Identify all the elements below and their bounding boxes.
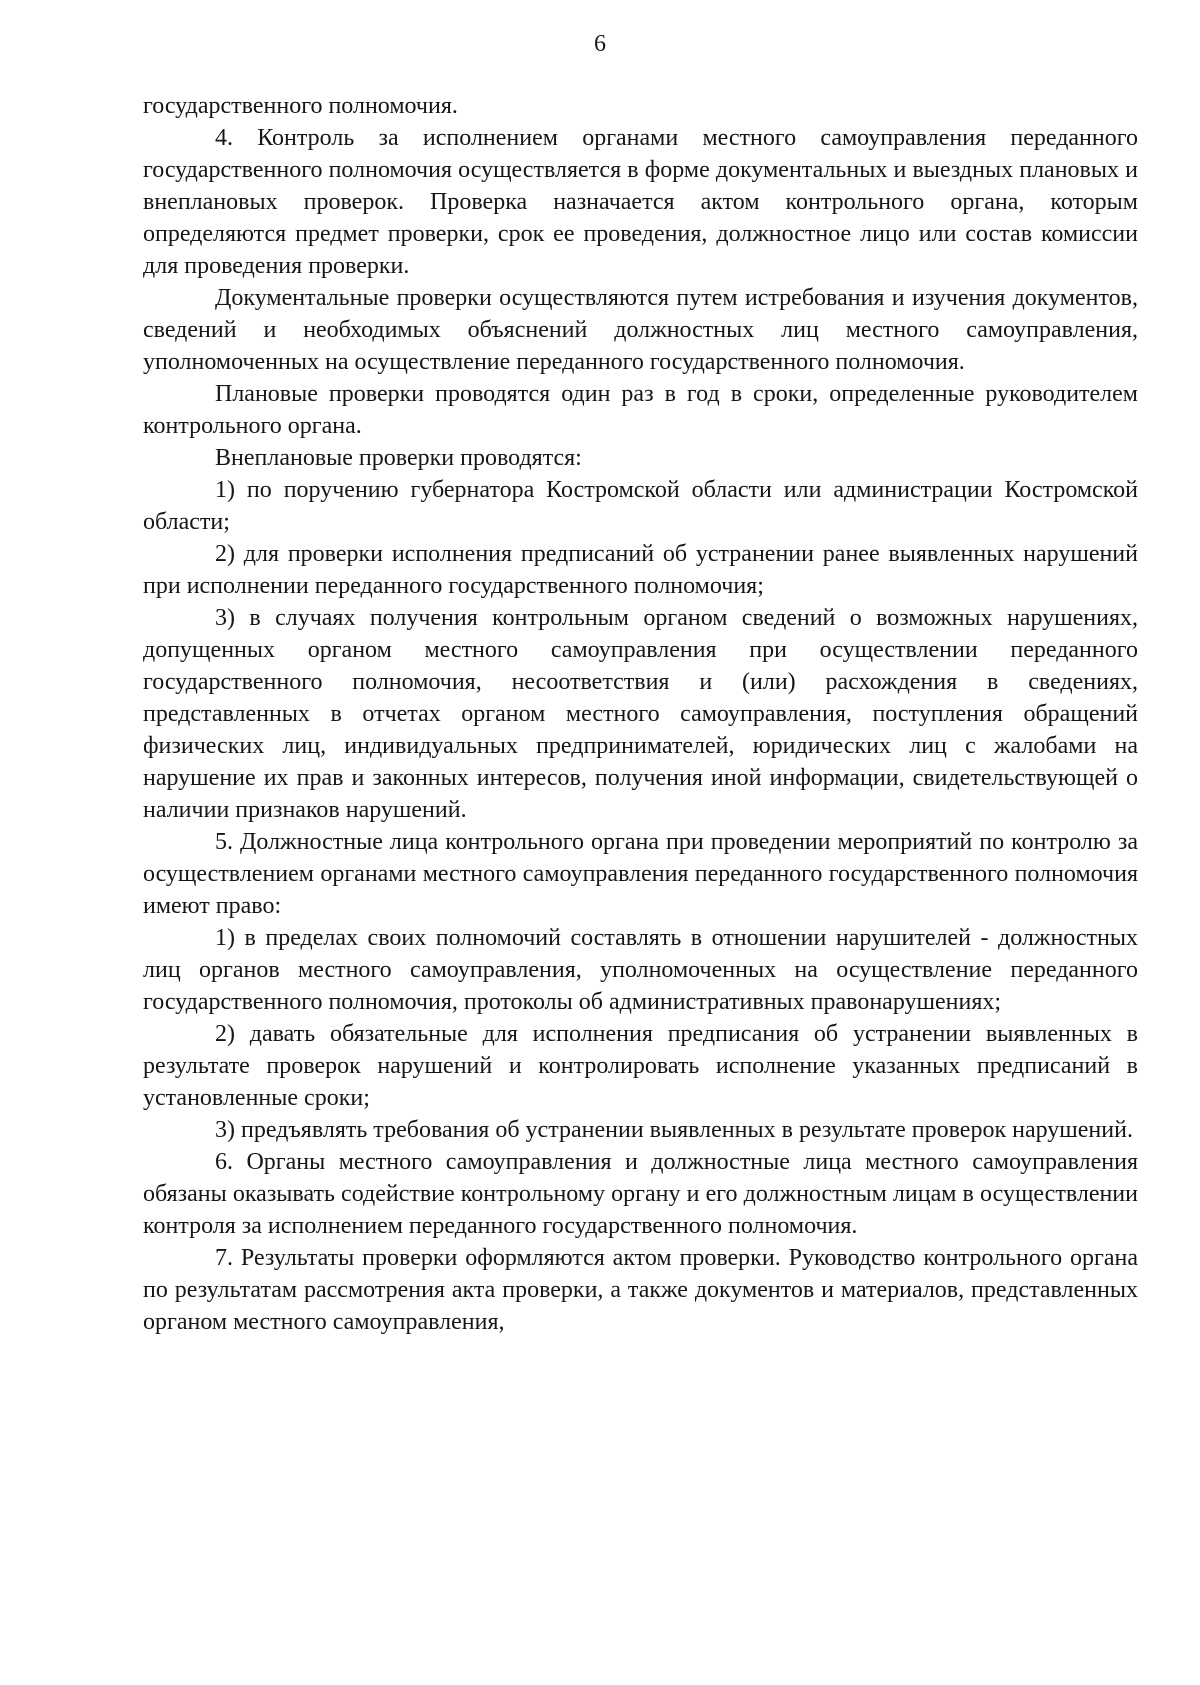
paragraph-rights-subitem-1: 1) в пределах своих полномочий составлять в отношении нарушителей - должностных лиц органов местного самоуправления, уполномоченных на осуществление переданного государственного полномочия, протоколы об административных правонарушениях;	[143, 925, 1138, 1015]
paragraph-item-7-results: 7. Результаты проверки оформляются актом проверки. Руководство контрольного органа по результатам рассмотрения акта проверки, а также документов и материалов, представленных органом местного самоуправления,	[143, 1245, 1138, 1335]
paragraph-rights-subitem-3: 3) предъявлять требования об устранении выявленных в результате проверок нарушений.	[215, 1117, 1133, 1143]
paragraph-item-4-control: 4. Контроль за исполнением органами местного самоуправления переданного государственного полномочия осуществляется в форме документальных и выездных плановых и внеплановых проверок. Проверка назначается актом контрольного органа, которым определяются предмет проверки, срок ее проведения, должностное лицо или состав комиссии для проведения проверки.	[143, 125, 1138, 279]
paragraph-unplanned-subitem-2: 2) для проверки исполнения предписаний об устранении ранее выявленных нарушений при исполнении переданного государственного полномочия;	[143, 541, 1138, 599]
paragraph-item-6-obligations: 6. Органы местного самоуправления и должностные лица местного самоуправления обязаны оказывать содействие контрольному органу и его должностным лицам в осуществлении контроля за исполнением переданного государственного полномочия.	[143, 1149, 1138, 1239]
paragraph-rights-subitem-2: 2) давать обязательные для исполнения предписания об устранении выявленных в результате проверок нарушений и контролировать исполнение указанных предписаний в установленные сроки;	[143, 1021, 1138, 1111]
document-body	[143, 90, 1138, 1338]
paragraph-unplanned-checks-heading: Внеплановые проверки проводятся:	[215, 445, 582, 471]
paragraph-unplanned-subitem-3: 3) в случаях получения контрольным органом сведений о возможных нарушениях, допущенных органом местного самоуправления при осуществлении переданного государственного полномочия, несоответствия и (или) расхождения в сведениях, представленных в отчетах органом местного самоуправления, поступления обращений физических лиц, индивидуальных предпринимателей, юридических лиц с жалобами на нарушение их прав и законных интересов, получения иной информации, свидетельствующей о наличии признаков нарушений.	[143, 605, 1138, 823]
paragraph-unplanned-subitem-1: 1) по поручению губернатора Костромской области или администрации Костромской области;	[143, 477, 1138, 535]
paragraph-item-5-officials-rights: 5. Должностные лица контрольного органа при проведении мероприятий по контролю за осуществлением органами местного самоуправления переданного государственного полномочия имеют право:	[143, 829, 1138, 919]
paragraph-continuation: государственного полномочия.	[143, 93, 458, 119]
paragraph-documentary-checks: Документальные проверки осуществляются путем истребования и изучения документов, сведений и необходимых объяснений должностных лиц местного самоуправления, уполномоченных на осуществление переданного государственного полномочия.	[143, 285, 1138, 375]
page-number: 6	[594, 31, 606, 57]
paragraph-planned-checks: Плановые проверки проводятся один раз в год в сроки, определенные руководителем контрольного органа.	[143, 381, 1138, 439]
